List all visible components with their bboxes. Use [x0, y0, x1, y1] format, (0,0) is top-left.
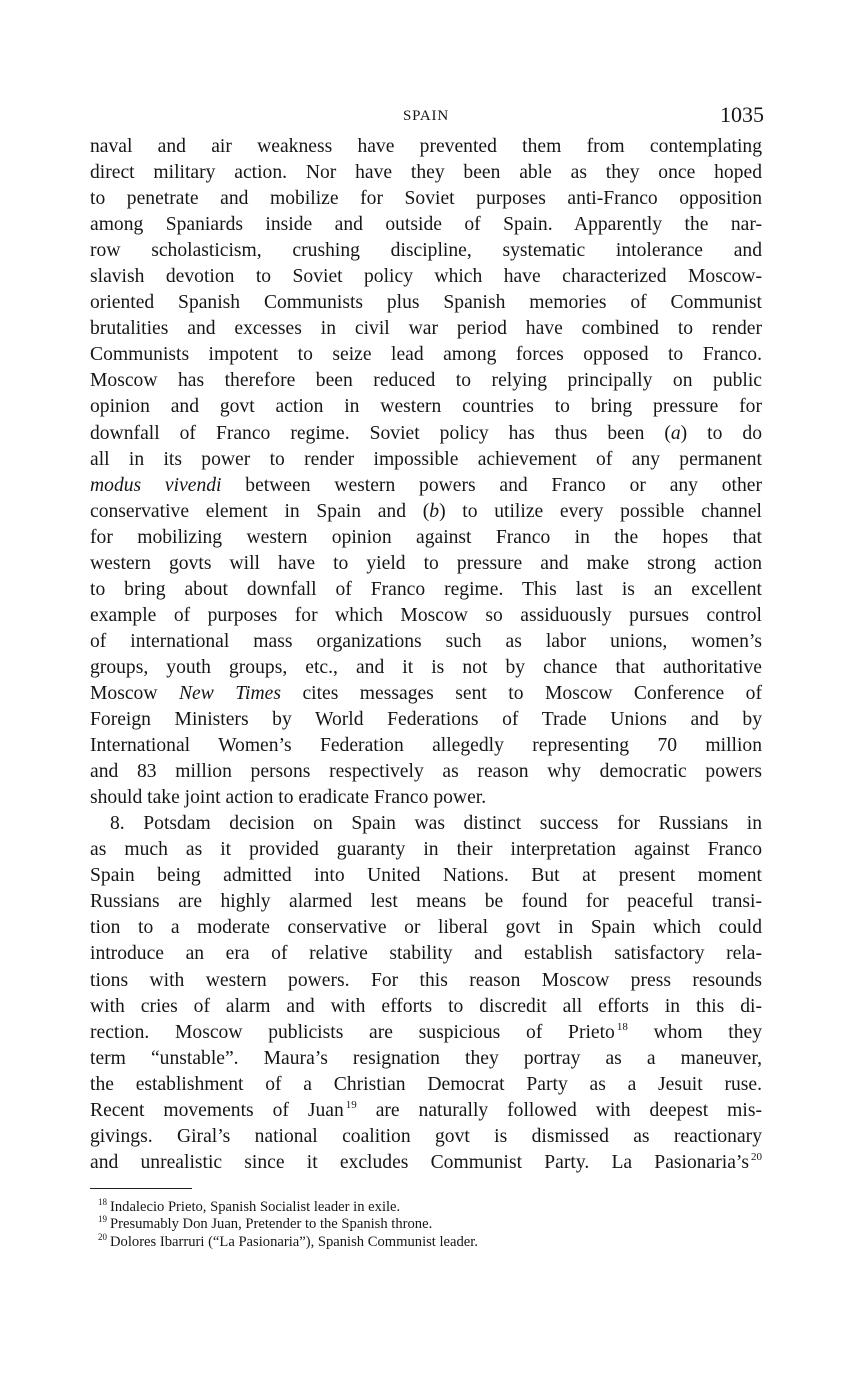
text-line: direct military action. Nor have they been able as they once hoped	[90, 162, 762, 184]
text-line: should take joint action to eradicate Franco power.	[90, 787, 487, 809]
line-segment: conservative element in Spain and (	[90, 500, 430, 522]
footnote-divider	[90, 1188, 192, 1189]
text-line: opinion and govt action in western countries to bring pressure for	[90, 396, 762, 418]
text-line: naval and air weakness have prevented them from contemplating	[90, 136, 762, 157]
body-text	[90, 134, 762, 1176]
text-line: example of purposes for which Moscow so assiduously pursues control	[90, 604, 762, 626]
footnotes	[90, 1196, 762, 1251]
text-line: to penetrate and mobilize for Soviet purposes anti-Franco opposition	[90, 188, 762, 210]
text-line: introduce an era of relative stability and establish satisfactory rela-	[90, 943, 762, 965]
line-segment: rection. Moscow publicists are suspicious of Prieto	[90, 1021, 615, 1043]
document-page	[90, 100, 762, 1251]
text-line: with cries of alarm and with efforts to discredit all efforts in this di-	[90, 995, 762, 1017]
text-line: for mobilizing western opinion against Franco in the hopes that	[90, 526, 762, 548]
text-line: the establishment of a Christian Democrat Party as a Jesuit ruse.	[90, 1073, 762, 1095]
footnote-18	[98, 1196, 762, 1216]
text-line: as much as it provided guaranty in their interpretation against Franco	[90, 839, 762, 861]
text-line	[90, 499, 762, 525]
line-segment: whom they	[627, 1021, 762, 1043]
text-line	[90, 1020, 762, 1046]
text-line	[90, 473, 762, 499]
text-line: Communists impotent to seize lead among forces opposed to Franco.	[90, 344, 762, 366]
text-line: Moscow has therefore been reduced to relying principally on public	[90, 370, 762, 392]
text-line: western govts will have to yield to pressure and make strong action	[90, 552, 762, 574]
footnote-ref[interactable]: 20	[751, 1150, 762, 1163]
text-line: International Women’s Federation allegedly representing 70 million	[90, 735, 762, 757]
italic-letter: b	[429, 500, 440, 522]
footnote-ref[interactable]: 18	[616, 1020, 628, 1033]
paragraph-8	[90, 811, 762, 1176]
text-line: givings. Giral’s national coalition govt is dismissed as reactionary	[90, 1125, 762, 1147]
running-header	[90, 100, 762, 134]
text-line: slavish devotion to Soviet policy which have characterized Moscow-	[90, 266, 762, 288]
text-line: Russians are highly alarmed lest means be found for peaceful transi-	[90, 891, 762, 913]
text-line: brutalities and excesses in civil war period have combined to render	[90, 318, 762, 340]
text-line: among Spaniards inside and outside of Spain. Apparently the nar-	[90, 214, 762, 236]
text-line: all in its power to render impossible achievement of any permanent	[90, 448, 762, 470]
text-line	[90, 421, 762, 447]
text-line: 8. Potsdam decision on Spain was distinct success for Russians in	[110, 813, 762, 835]
italic-letter: a	[670, 422, 681, 444]
paragraph-continued	[90, 134, 762, 811]
text-line: oriented Spanish Communists plus Spanish memories of Communist	[90, 292, 762, 314]
italic-title: New Times	[178, 682, 281, 704]
text-line: tions with western powers. For this reason Moscow press resounds	[90, 969, 762, 991]
footnote-text: Dolores Ibarruri (“La Pasionaria”), Spanish Communist leader.	[110, 1233, 478, 1250]
page-number: 1035	[720, 102, 764, 127]
text-line: tion to a moderate conservative or liberal govt in Spain which could	[90, 917, 762, 939]
footnote-19	[98, 1216, 762, 1233]
text-line: of international mass organizations such as labor unions, women’s	[90, 630, 762, 652]
footnote-marker: 18	[98, 1196, 107, 1207]
line-segment: are naturally followed with deepest mis-	[356, 1099, 762, 1121]
text-line: Spain being admitted into United Nations. But at present moment	[90, 865, 762, 887]
italic-phrase: modus vivendi	[90, 474, 222, 496]
text-line: to bring about downfall of Franco regime. This last is an excellent	[90, 578, 762, 600]
text-line: row scholasticism, crushing discipline, systematic intolerance and	[90, 240, 762, 262]
text-line	[90, 1098, 762, 1124]
footnote-text: Indalecio Prieto, Spanish Socialist leader in exile.	[110, 1198, 401, 1215]
line-segment: Moscow	[90, 682, 179, 704]
text-line	[90, 1150, 762, 1176]
footnote-marker: 20	[98, 1231, 107, 1242]
running-title: SPAIN	[403, 108, 449, 124]
text-line: Foreign Ministers by World Federations of Trade Unions and by	[90, 709, 762, 731]
text-line: term “unstable”. Maura’s resignation they portray as a maneuver,	[90, 1047, 762, 1069]
text-line	[90, 681, 762, 707]
line-segment: ) to utilize every possible channel	[439, 500, 762, 522]
text-line: groups, youth groups, etc., and it is not by chance that authoritative	[90, 656, 762, 678]
footnote-text: Presumably Don Juan, Pretender to the Spanish throne.	[110, 1216, 433, 1233]
line-segment: ) to do	[680, 422, 762, 444]
line-segment: cites messages sent to Moscow Conference of	[280, 682, 763, 704]
line-segment: Recent movements of Juan	[90, 1099, 344, 1121]
text-line: and 83 million persons respectively as reason why democratic powers	[90, 761, 762, 783]
line-segment: downfall of Franco regime. Soviet policy has thus been (	[90, 422, 671, 444]
footnote-marker: 19	[98, 1214, 107, 1225]
footnote-ref[interactable]: 19	[345, 1098, 357, 1111]
line-segment: and unrealistic since it excludes Communist Party. La Pasionaria’s	[90, 1151, 749, 1173]
footnote-20	[98, 1231, 762, 1251]
line-segment: between western powers and Franco or any other	[221, 474, 763, 496]
